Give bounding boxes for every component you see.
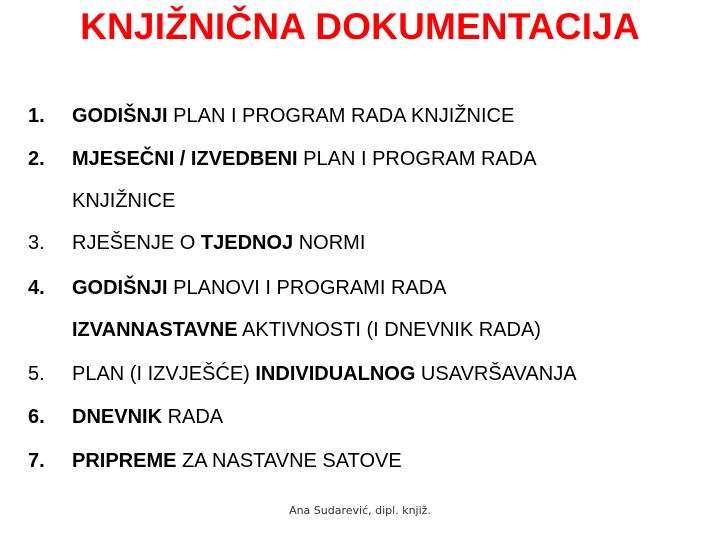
item-bold-text: PRIPREME xyxy=(72,450,177,472)
item-number: 6. xyxy=(28,406,45,428)
footer-author: Ana Sudarević, dipl. knjiž. xyxy=(289,504,431,517)
item-text: NORMI xyxy=(293,232,366,254)
item-text: AKTIVNOSTI (I DNEVNIK RADA) xyxy=(237,319,541,341)
item-bold-text: GODIŠNJI xyxy=(72,105,168,127)
item-text: ZA NASTAVNE SATOVE xyxy=(176,450,402,472)
list-item xyxy=(28,104,708,128)
item-text: PLAN I PROGRAM RADA xyxy=(297,148,537,170)
item-bold-text: MJESEČNI / IZVEDBENI xyxy=(72,148,298,170)
item-number: 2. xyxy=(28,148,45,170)
item-bold-text: INDIVIDUALNOG xyxy=(255,363,416,385)
item-number: 3. xyxy=(28,232,45,254)
list-item xyxy=(28,362,708,386)
item-number: 7. xyxy=(28,450,45,472)
item-text-prefix: RJEŠENJE O xyxy=(72,232,201,254)
item-number: 5. xyxy=(28,363,45,385)
item-number: 4. xyxy=(28,277,45,299)
item-bold-text: IZVANNASTAVNE xyxy=(72,319,238,341)
item-text: USAVRŠAVANJA xyxy=(415,363,577,385)
item-text: PLANOVI I PROGRAMI RADA xyxy=(167,277,447,299)
list-item xyxy=(28,405,708,429)
list-item xyxy=(28,449,708,473)
item-bold-text: TJEDNOJ xyxy=(200,232,294,254)
item-bold-text: DNEVNIK xyxy=(72,406,163,428)
list-item-continuation: KNJIŽNICE xyxy=(72,190,176,212)
item-number: 1. xyxy=(28,105,45,127)
list-item xyxy=(28,147,708,171)
list-item-continuation xyxy=(72,318,712,342)
page-title: KNJIŽNIČNA DOKUMENTACIJA xyxy=(80,6,640,47)
item-text: RADA xyxy=(162,406,224,428)
list-item xyxy=(28,276,708,300)
list-item xyxy=(28,231,708,255)
item-bold-text: GODIŠNJI xyxy=(72,277,168,299)
item-text: PLAN I PROGRAM RADA KNJIŽNICE xyxy=(167,105,515,127)
item-text-prefix: PLAN (I IZVJEŠĆE) xyxy=(72,363,256,385)
